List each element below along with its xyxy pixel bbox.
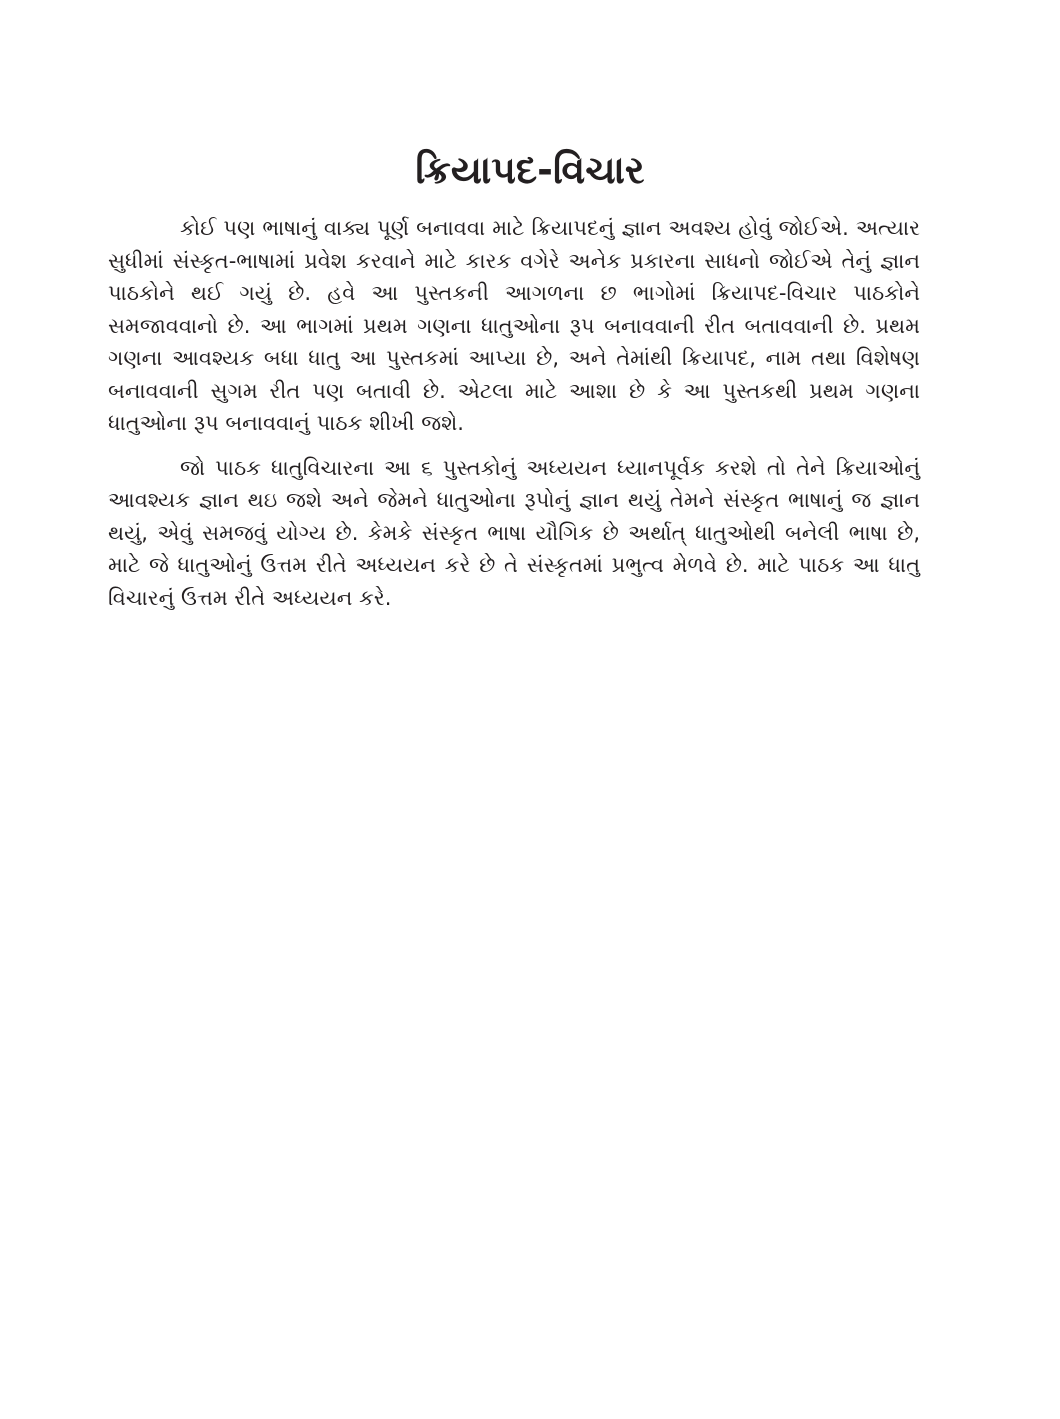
paragraph-1: કોઈ પણ ભાષાનું વાક્ય પૂર્ણ બનાવવા માટે ક્રિયાપદનું જ્ઞાન અવશ્ય હોવું જોઈએ. અત્યાર સુધીમાં સંસ્કૃત-ભાષામાં પ્રવેશ કરવાને માટે કારક વગેરે અનેક પ્રકારના સાધનો જોઈએ તેનું જ્ઞાન પાઠકોને થઈ ગયું છે. હવે આ પુસ્તકની આગળના છ ભાગોમાં ક્રિયાપદ-વિચાર પાઠકોને સમજાવવાનો છે. આ ભાગમાં પ્રથમ ગણના ધાતુઓના રૂપ બનાવવાની રીત બતાવવાની છે. પ્રથમ ગણના આવશ્યક બધા ધાતુ આ પુસ્તકમાં આપ્યા છે, અને તેમાંથી ક્રિયાપદ, નામ તથા વિશેષણ બનાવવાની સુગમ રીત પણ બતાવી છે. એટલા માટે આશા છે કે આ પુસ્તકથી પ્રથમ ગણના ધાતુઓના રૂપ બનાવવાનું પાઠક શીખી જશે. xyxy=(108,216,920,435)
body-text xyxy=(108,212,920,626)
paragraph-2: જો પાઠક ધાતુવિચારના આ ૬ પુસ્તકોનું અધ્યયન ધ્યાનપૂર્વક કરશે તો તેને ક્રિયાઓનું આવશ્યક જ્ઞાન થઇ જશે અને જેમને ધાતુઓના રૂપોનું જ્ઞાન થયું તેમને સંસ્કૃત ભાષાનું જ જ્ઞાન થયું, એવું સમજવું યોગ્ય છે. કેમકે સંસ્કૃત ભાષા યૌગિક છે અર્થાત્ ધાતુઓથી બનેલી ભાષા છે, માટે જે ધાતુઓનું ઉત્તમ રીતે અધ્યયન કરે છે તે સંસ્કૃતમાં પ્રભુત્વ મેળવે છે. માટે પાઠક આ ધાતુ વિચારનું ઉત્તમ રીતે અધ્યયન કરે. xyxy=(108,455,920,610)
page-title: ક્રિયાપદ-વિચાર xyxy=(415,148,645,192)
